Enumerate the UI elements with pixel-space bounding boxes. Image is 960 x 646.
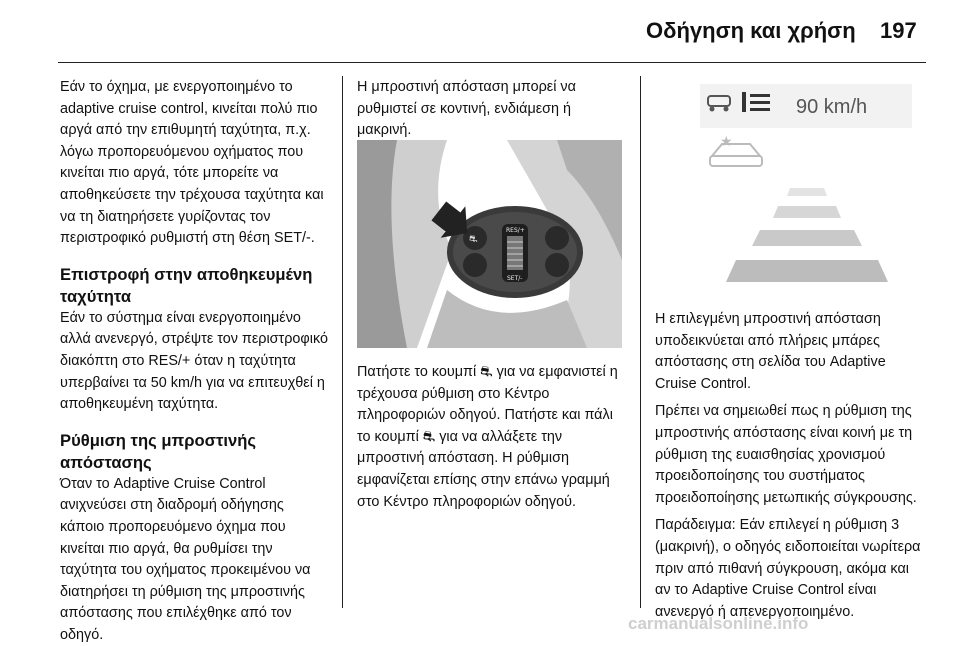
res-label: RES/+ (506, 227, 525, 234)
paragraph: Όταν το Adaptive Cruise Control ανιχνεύσει στη διαδρομή οδήγησης κάποιο προπορευόμενο όχημα που κινείται πιο αργά, θα ρυθμίσει την ταχύτητα του οχήματος προκειμένου να διατηρήσει τη ρύθμιση της μπροστινής απόστασης που επιλέχθηκε από τον οδηγό. (60, 475, 311, 643)
paragraph: Πρέπει να σημειωθεί πως η ρύθμιση της μπροστινής απόστασης είναι κοινή με τη ρύθμιση της ευαισθησίας χρονισμού προειδοποίησης του συστήματος προειδοποίησης μετωπικής σύγκρουσης. (655, 403, 917, 506)
header-divider (58, 62, 926, 63)
column-3 (655, 309, 927, 623)
speed-readout: 90 km/h (796, 96, 868, 118)
svg-text:⛐: ⛐ (469, 234, 478, 245)
section-heading: Ρύθμιση της μπροστινής απόστασης (60, 430, 256, 472)
column-divider-1 (342, 76, 343, 608)
paragraph: Η μπροστινή απόσταση μπορεί να ρυθμιστεί σε κοντινή, ενδιάμεση ή μακρινή. (357, 79, 576, 139)
column-1 (60, 77, 330, 646)
column-2 (357, 77, 627, 142)
paragraph: Πατήστε το κουμπί ⛐ για να εμφανιστεί η τρέχουσα ρύθμιση στο Κέντρο πληροφοριών οδηγού. Πατήστε και πάλι το κουμπί ⛐ για να αλλάξετε την μπροστινή απόσταση. Η ρύθμιση εμφανίζεται επίσης στην επάνω γραμμή στο Κέντρο πληροφοριών οδηγού. (357, 364, 618, 510)
column-divider-2 (640, 76, 641, 608)
svg-text:★: ★ (720, 134, 733, 150)
page-title: Οδήγηση και χρήση (646, 18, 856, 43)
set-label: SET/- (507, 275, 523, 282)
paragraph: Εάν το όχημα, με ενεργοποιημένο το adaptive cruise control, κινείται πολύ πιο αργά από την επιθυμητή ταχύτητα, π.χ. λόγω προπορευόμενου οχήματος που κινείται πιο αργά, τότε μπορείτε να αποθηκεύσετε την τρέχουσα ταχύτητα και να τη διατηρήσετε γυρίζοντας τον περιστροφικό ρυθμιστή στη θέση SET/-. (60, 79, 324, 247)
section-heading: Επιστροφή στην αποθηκευμένη ταχύτητα (60, 264, 313, 306)
paragraph: Εάν το σύστημα είναι ενεργοποιημένο αλλά ανενεργό, στρέψτε τον περιστροφικό διακόπτη στο RES/+ όταν η ταχύτητα υπερβαίνει τα 50 km/h για να επιτευχθεί η αποθηκευμένη ταχύτητα. (60, 309, 328, 413)
column-2-lower (357, 362, 627, 513)
driver-info-display-image (690, 78, 922, 296)
page-number: 197 (880, 18, 917, 43)
paragraph: Παράδειγμα: Εάν επιλεγεί η ρύθμιση 3 (μακρινή), ο οδηγός ειδοποιείται νωρίτερα πριν από πιθανή σύγκρουση, ακόμα και αν το Adaptive Cruise Control είναι ανενεργό ή απενεργοποιημένο. (655, 517, 921, 620)
steering-wheel-controls-image (357, 140, 622, 348)
watermark: carmanualsonline.info (628, 614, 809, 633)
paragraph: Η επιλεγμένη μπροστινή απόσταση υποδεικνύεται από πλήρεις μπάρες απόστασης στη σελίδα του Adaptive Cruise Control. (655, 311, 886, 392)
